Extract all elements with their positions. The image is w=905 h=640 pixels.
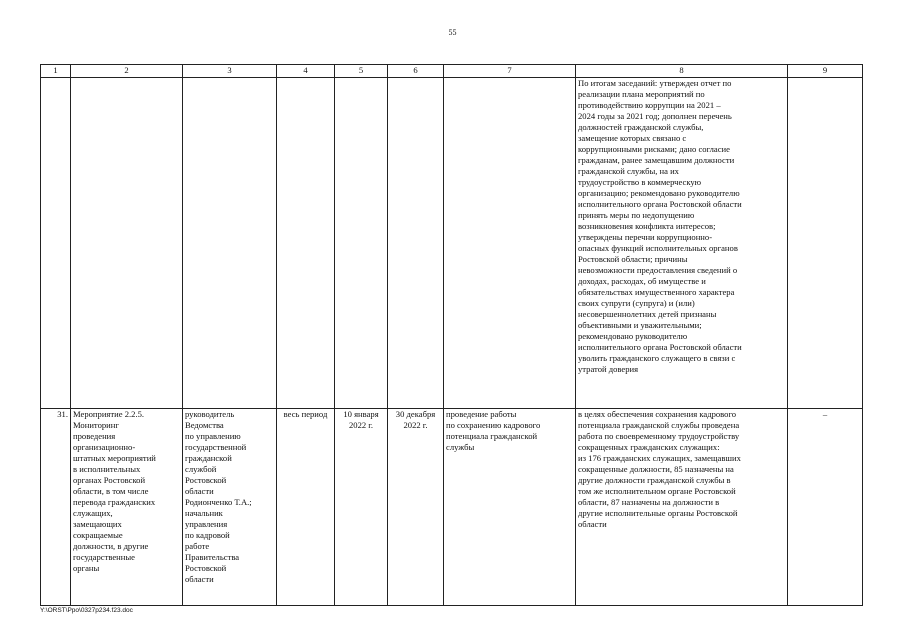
page-number: 55 [448,28,457,37]
column-header-3: 3 [183,65,277,78]
table-cell-empty [71,78,183,409]
column-header-4: 4 [277,65,335,78]
table-cell-empty [41,78,71,409]
table-cell-empty [183,78,277,409]
measure-description: Мероприятие 2.2.5. Мониторинг проведения организационно- штатных мероприятий в исполнительных органах Ростовской области, в том числе перевода гражданских служащих, замещающих сокращаемые должности, в другие государственные органы [71,409,183,606]
deviation-reason: – [788,409,863,606]
start-date: 10 января 2022 г. [335,409,388,606]
column-header-5: 5 [335,65,388,78]
table-cell-empty [788,78,863,409]
column-header-1: 1 [41,65,71,78]
row-number: 31. [41,409,71,606]
table-cell-empty [388,78,444,409]
responsible-person: руководитель Ведомства по управлению государственной гражданской службой Ростовской области Родионченко Т.А.; начальник управления по кадровой работе Правительства Ростовской области [183,409,277,606]
file-path-footer: Y:\ORST\Ppo\0327p234.f23.doc [40,607,133,614]
table-cell-empty [335,78,388,409]
column-number-row [41,65,863,78]
planned-result: проведение работы по сохранению кадрового потенциала гражданской службы [444,409,576,606]
table-row-31 [41,409,863,606]
actual-result: в целях обеспечения сохранения кадрового потенциала гражданской службы проведена работа по своевременному трудоустройству сокращенных гражданских служащих: из 176 гражданских служащих, замещавших сокращенные должности, 85 назначены на другие должности гражданской службы в том же исполнительном органе Ростовской области, 87 назначены на должности в другие исполнительные органы Ростовской области [576,409,788,606]
column-header-8: 8 [576,65,788,78]
table-row-continued [41,78,863,409]
end-date: 30 декабря 2022 г. [388,409,444,606]
table-cell-empty [277,78,335,409]
results-text-continued: По итогам заседаний: утвержден отчет по реализации плана мероприятий по противодействию коррупции на 2021 – 2024 годы за 2021 год; дополнен перечень должностей гражданской службы, замещение которых связано с коррупционными рисками; дано согласие гражданам, ранее замещавшим должности гражданской службы, на их трудоустройство в коммерческую организацию; рекомендовано руководителю исполнительного органа Ростовской области принять меры по недопущению возникновения конфликта интересов; утверждены перечни коррупционно- опасных функций исполнительных органов Ростовской области; причины невозможности предоставления сведений о доходах, расходах, об имуществе и обязательствах имущественного характера своих супруги (супруга) и (или) несовершеннолетних детей признаны объективными и уважительными; рекомендовано руководителю исполнительного органа Ростовской области уволить гражданского служащего в связи с утратой доверия [576,78,788,409]
column-header-9: 9 [788,65,863,78]
implementation-period: весь период [277,409,335,606]
report-table [40,64,863,606]
column-header-2: 2 [71,65,183,78]
table-cell-empty [444,78,576,409]
column-header-6: 6 [388,65,444,78]
column-header-7: 7 [444,65,576,78]
